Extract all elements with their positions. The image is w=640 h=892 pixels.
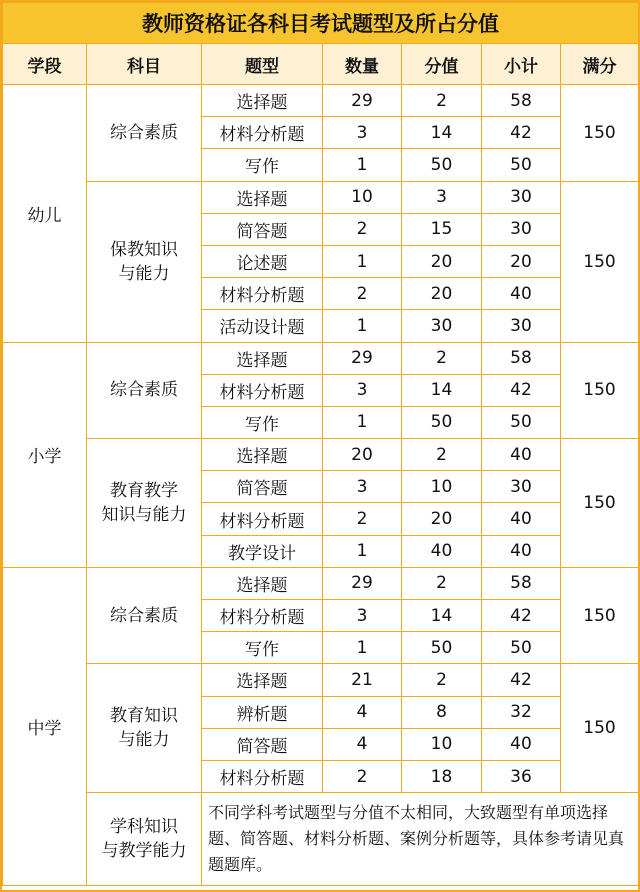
subtotal-cell: 40 (482, 278, 561, 310)
score-cell: 2 (402, 439, 482, 471)
question-type-cell: 选择题 (202, 85, 323, 117)
table-row (3, 342, 639, 374)
subtotal-cell: 40 (482, 439, 561, 471)
question-type-cell: 选择题 (202, 439, 323, 471)
score-cell: 20 (402, 278, 482, 310)
table-row (3, 664, 639, 696)
count-cell: 3 (323, 600, 402, 632)
subtotal-cell: 40 (482, 535, 561, 567)
subtotal-cell: 42 (482, 117, 561, 149)
count-cell: 4 (323, 696, 402, 728)
score-cell: 10 (402, 471, 482, 503)
subtotal-cell: 58 (482, 342, 561, 374)
header-count: 数量 (323, 44, 402, 85)
subject-cell (87, 342, 202, 439)
subtotal-cell: 42 (482, 374, 561, 406)
question-type-cell: 活动设计题 (202, 310, 323, 342)
count-cell: 2 (323, 760, 402, 792)
full-score-cell: 150 (561, 664, 639, 793)
question-type-cell: 选择题 (202, 567, 323, 599)
count-cell: 10 (323, 181, 402, 213)
score-cell: 50 (402, 149, 482, 181)
table-row (3, 793, 639, 886)
question-type-cell: 选择题 (202, 664, 323, 696)
count-cell: 20 (323, 439, 402, 471)
stage-cell: 中学 (3, 567, 87, 885)
count-cell: 1 (323, 310, 402, 342)
subject-cell (87, 439, 202, 568)
header-subject: 科目 (87, 44, 202, 85)
table-row (3, 439, 639, 471)
score-cell: 10 (402, 728, 482, 760)
question-type-cell: 写作 (202, 632, 323, 664)
full-score-cell: 150 (561, 85, 639, 182)
subtotal-cell: 36 (482, 760, 561, 792)
question-type-cell: 材料分析题 (202, 503, 323, 535)
subject-name-line: 教育教学 (110, 480, 178, 501)
subject-cell (87, 664, 202, 793)
question-type-cell: 材料分析题 (202, 760, 323, 792)
subject-cell (87, 793, 202, 886)
question-type-cell: 简答题 (202, 213, 323, 245)
question-type-cell: 论述题 (202, 245, 323, 277)
header-question-type: 题型 (202, 44, 323, 85)
question-type-cell: 材料分析题 (202, 117, 323, 149)
count-cell: 29 (323, 85, 402, 117)
subtotal-cell: 30 (482, 471, 561, 503)
question-type-cell: 简答题 (202, 728, 323, 760)
subtotal-cell: 20 (482, 245, 561, 277)
count-cell: 2 (323, 278, 402, 310)
subject-name-line: 综合素质 (110, 122, 178, 143)
count-cell: 2 (323, 503, 402, 535)
count-cell: 29 (323, 567, 402, 599)
header-stage: 学段 (3, 44, 87, 85)
subtotal-cell: 40 (482, 503, 561, 535)
count-cell: 1 (323, 535, 402, 567)
full-score-cell: 150 (561, 181, 639, 342)
subtotal-cell: 40 (482, 728, 561, 760)
subtotal-cell: 42 (482, 600, 561, 632)
subtotal-cell: 32 (482, 696, 561, 728)
subject-name-line: 保教知识 (110, 239, 178, 260)
score-table (2, 2, 639, 886)
subtotal-cell: 50 (482, 406, 561, 438)
score-cell: 14 (402, 117, 482, 149)
score-cell: 2 (402, 342, 482, 374)
question-type-cell: 简答题 (202, 471, 323, 503)
question-type-cell: 材料分析题 (202, 278, 323, 310)
subtotal-cell: 42 (482, 664, 561, 696)
score-cell: 2 (402, 85, 482, 117)
table-title: 教师资格证各科目考试题型及所占分值 (3, 3, 639, 44)
subtotal-cell: 58 (482, 567, 561, 599)
count-cell: 4 (323, 728, 402, 760)
count-cell: 3 (323, 374, 402, 406)
count-cell: 3 (323, 471, 402, 503)
table-row (3, 181, 639, 213)
subject-name-line: 教育知识 (110, 706, 178, 727)
full-score-cell: 150 (561, 439, 639, 568)
subtotal-cell: 30 (482, 181, 561, 213)
count-cell: 1 (323, 149, 402, 181)
table-row (3, 85, 639, 117)
subject-name-line: 学科知识 (110, 817, 178, 838)
subject-name-line: 综合素质 (110, 380, 178, 401)
subject-name-line: 综合素质 (110, 605, 178, 626)
table-row (3, 567, 639, 599)
score-cell: 2 (402, 664, 482, 696)
subject-name-line: 与能力 (118, 730, 170, 751)
count-cell: 29 (323, 342, 402, 374)
subtotal-cell: 50 (482, 149, 561, 181)
score-cell: 50 (402, 632, 482, 664)
score-cell: 18 (402, 760, 482, 792)
score-cell: 14 (402, 600, 482, 632)
note-cell: 不同学科考试题型与分值不太相同，大致题型有单项选择题、简答题、材料分析题、案例分析题等，具体参考请见真题题库。 (202, 793, 639, 886)
stage-cell: 小学 (3, 342, 87, 567)
count-cell: 2 (323, 213, 402, 245)
header-score: 分值 (402, 44, 482, 85)
subtotal-cell: 30 (482, 310, 561, 342)
full-score-cell: 150 (561, 342, 639, 439)
question-type-cell: 教学设计 (202, 535, 323, 567)
subject-cell (87, 181, 202, 342)
score-cell: 8 (402, 696, 482, 728)
score-cell: 2 (402, 567, 482, 599)
count-cell: 1 (323, 632, 402, 664)
subtotal-cell: 50 (482, 632, 561, 664)
score-cell: 20 (402, 245, 482, 277)
count-cell: 1 (323, 245, 402, 277)
score-cell: 40 (402, 535, 482, 567)
count-cell: 1 (323, 406, 402, 438)
question-type-cell: 辨析题 (202, 696, 323, 728)
count-cell: 21 (323, 664, 402, 696)
question-type-cell: 写作 (202, 149, 323, 181)
subject-name-line: 知识与能力 (101, 504, 187, 525)
count-cell: 3 (323, 117, 402, 149)
header-full-score: 满分 (561, 44, 639, 85)
header-subtotal: 小计 (482, 44, 561, 85)
score-cell: 50 (402, 406, 482, 438)
question-type-cell: 材料分析题 (202, 600, 323, 632)
subtotal-cell: 58 (482, 85, 561, 117)
question-type-cell: 材料分析题 (202, 374, 323, 406)
question-type-cell: 选择题 (202, 181, 323, 213)
subject-cell (87, 567, 202, 664)
score-cell: 15 (402, 213, 482, 245)
score-cell: 3 (402, 181, 482, 213)
question-type-cell: 写作 (202, 406, 323, 438)
subject-cell (87, 85, 202, 182)
question-type-cell: 选择题 (202, 342, 323, 374)
score-cell: 30 (402, 310, 482, 342)
table-title-row (3, 3, 639, 44)
table-header-row (3, 44, 639, 85)
score-cell: 14 (402, 374, 482, 406)
stage-cell: 幼儿 (3, 85, 87, 343)
score-cell: 20 (402, 503, 482, 535)
subject-name-line: 与教学能力 (101, 841, 187, 862)
subtotal-cell: 30 (482, 213, 561, 245)
subject-name-line: 与能力 (118, 263, 170, 284)
full-score-cell: 150 (561, 567, 639, 664)
